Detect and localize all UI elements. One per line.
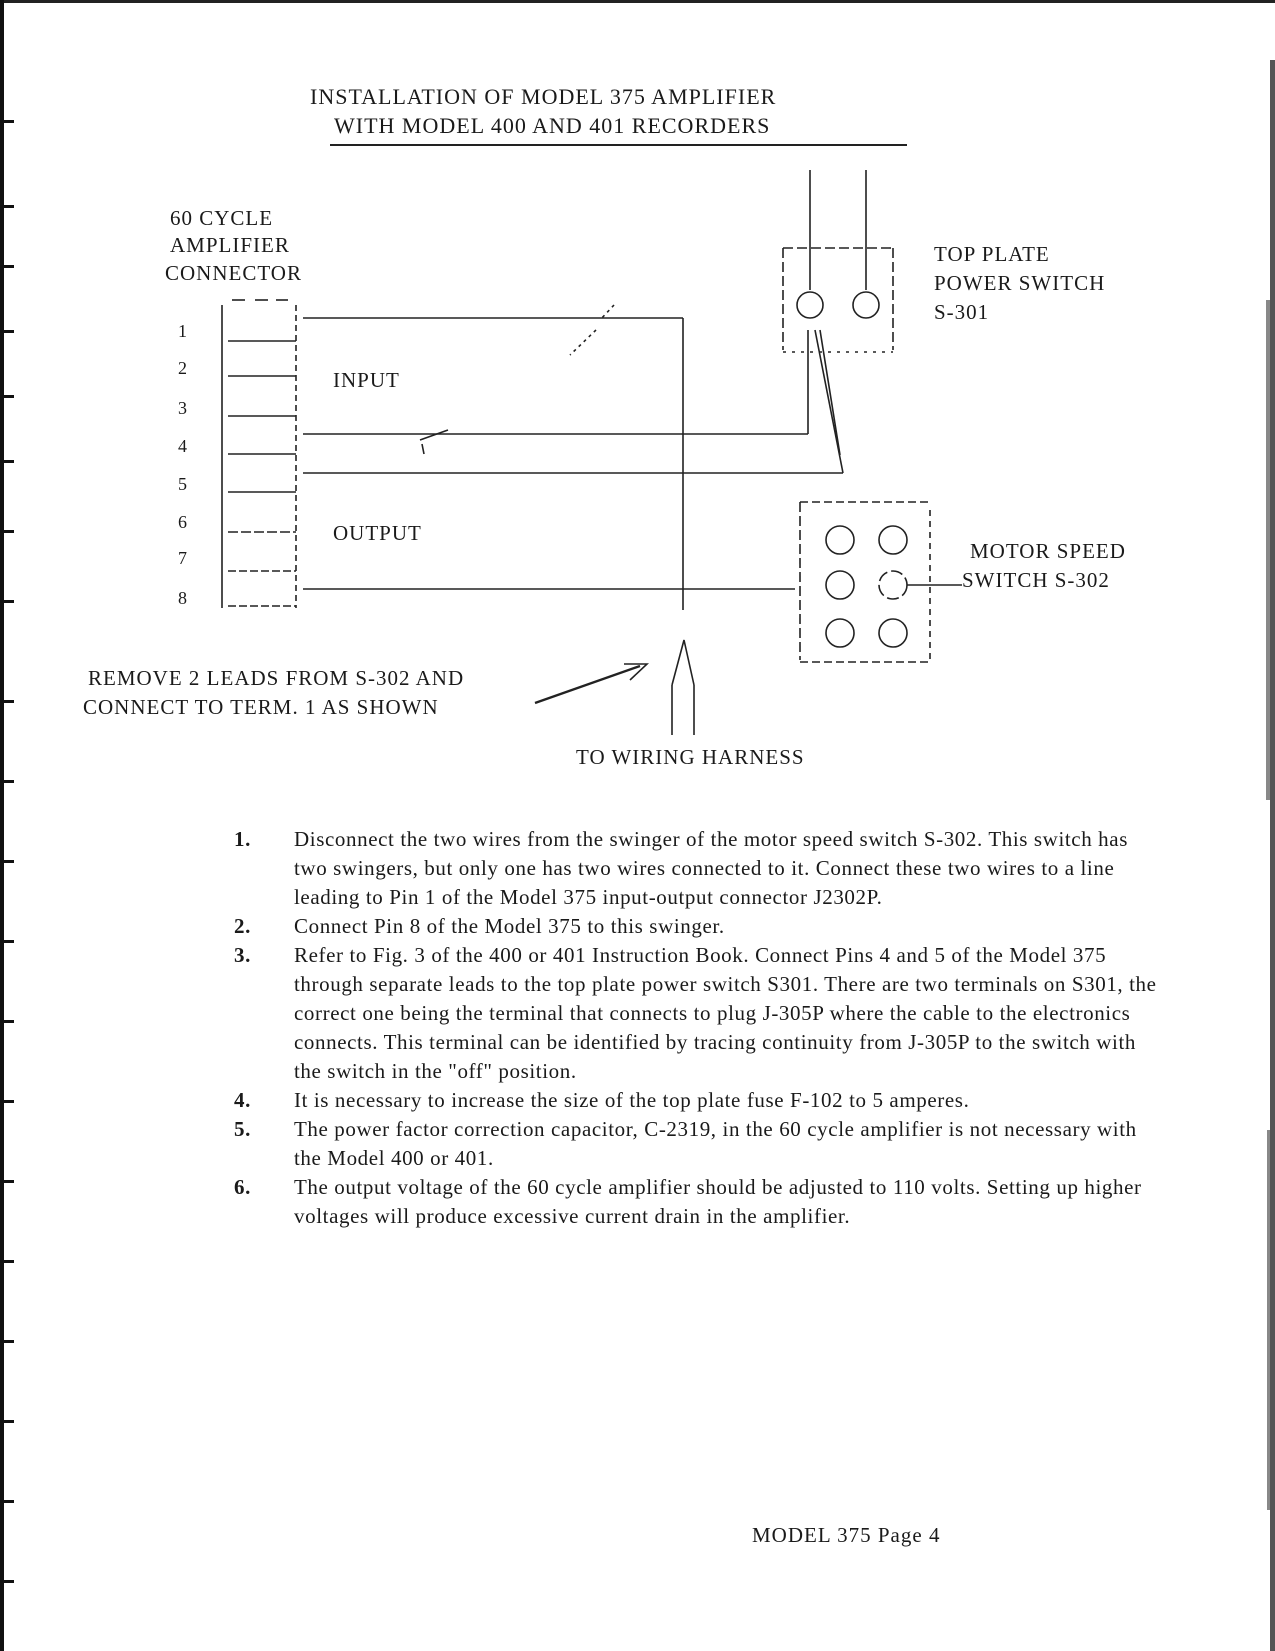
motor-switch-terminal-2 — [879, 526, 907, 554]
step-1-number: 1. — [234, 827, 251, 851]
motor-switch-label-line-1: MOTOR SPEED — [970, 539, 1126, 563]
step-5-text: The power factor correction capacitor, C-2319, in the 60 cycle amplifier is not necessary with the Model 400 or 401. — [294, 1117, 1137, 1170]
step-4 — [234, 1086, 1164, 1115]
step-6-number: 6. — [234, 1175, 251, 1199]
motor-switch-terminal-1 — [826, 526, 854, 554]
pin-2: 2 — [178, 358, 187, 378]
step-4-number: 4. — [234, 1088, 251, 1112]
amplifier-connector — [222, 300, 296, 608]
step-2 — [234, 912, 1164, 941]
step-4-text: It is necessary to increase the size of the top plate fuse F-102 to 5 amperes. — [294, 1088, 970, 1112]
step-3-text: Refer to Fig. 3 of the 400 or 401 Instruction Book. Connect Pins 4 and 5 of the Model 375 through separate leads to the top plate power switch S301. There are two terminals on S301, the correct one being the terminal that connects to plug J-305P where the cable to the electronics connects. This terminal can be identified by tracing continuity from J-305P to the switch with the switch in the "off" position. — [294, 943, 1157, 1083]
step-3-number: 3. — [234, 943, 251, 967]
page-footer: MODEL 375 Page 4 — [752, 1523, 941, 1547]
remove-note-arrow — [535, 664, 647, 703]
step-6-text: The output voltage of the 60 cycle amplifier should be adjusted to 110 volts. Setting up higher voltages will produce excessive current drain in the amplifier. — [294, 1175, 1142, 1228]
pin-8: 8 — [178, 588, 187, 608]
step-3 — [234, 941, 1164, 1086]
step-1-text: Disconnect the two wires from the swinger of the motor speed switch S-302. This switch has two swingers, but only one has two wires connected to it. Connect these two wires to a line leading to Pin 1 of the Model 375 input-output connector J2302P. — [294, 827, 1128, 909]
motor-speed-switch — [800, 502, 962, 662]
step-6 — [234, 1173, 1164, 1231]
step-5 — [234, 1115, 1164, 1173]
power-switch-label-line-1: TOP PLATE — [934, 242, 1050, 266]
top-plate-power-switch — [783, 170, 893, 352]
harness-label: TO WIRING HARNESS — [576, 745, 805, 769]
step-2-number: 2. — [234, 914, 251, 938]
step-1 — [234, 825, 1164, 912]
step-2-text: Connect Pin 8 of the Model 375 to this swinger. — [294, 914, 725, 938]
output-label: OUTPUT — [333, 521, 422, 545]
pin-4: 4 — [178, 436, 187, 456]
wiring-harness-arrow — [672, 640, 694, 735]
pin-7: 7 — [178, 548, 187, 568]
pin-1: 1 — [178, 321, 187, 341]
wiring-diagram — [0, 0, 1275, 780]
pin-3: 3 — [178, 398, 187, 418]
motor-switch-swinger — [879, 571, 907, 599]
motor-switch-terminal-5 — [826, 619, 854, 647]
wires — [303, 305, 843, 610]
title-line-1: INSTALLATION OF MODEL 375 AMPLIFIER — [310, 84, 777, 109]
power-switch-terminal-2 — [853, 292, 879, 318]
connector-label-line-3: CONNECTOR — [165, 261, 302, 285]
step-5-number: 5. — [234, 1117, 251, 1141]
title-line-2: WITH MODEL 400 AND 401 RECORDERS — [334, 113, 771, 138]
motor-switch-terminal-3 — [826, 571, 854, 599]
connector-label-line-2: AMPLIFIER — [170, 233, 290, 257]
instruction-steps — [234, 825, 1164, 1231]
motor-switch-label-line-2: SWITCH S-302 — [962, 568, 1110, 592]
remove-note-line-2: CONNECT TO TERM. 1 AS SHOWN — [83, 695, 439, 719]
connector-label-line-1: 60 CYCLE — [170, 206, 274, 230]
motor-switch-terminal-6 — [879, 619, 907, 647]
pin-6: 6 — [178, 512, 187, 532]
power-switch-label-line-2: POWER SWITCH — [934, 271, 1106, 295]
power-switch-label-line-3: S-301 — [934, 300, 990, 324]
input-label: INPUT — [333, 368, 400, 392]
pin-5: 5 — [178, 474, 187, 494]
power-switch-terminal-1 — [797, 292, 823, 318]
remove-note-line-1: REMOVE 2 LEADS FROM S-302 AND — [88, 666, 465, 690]
